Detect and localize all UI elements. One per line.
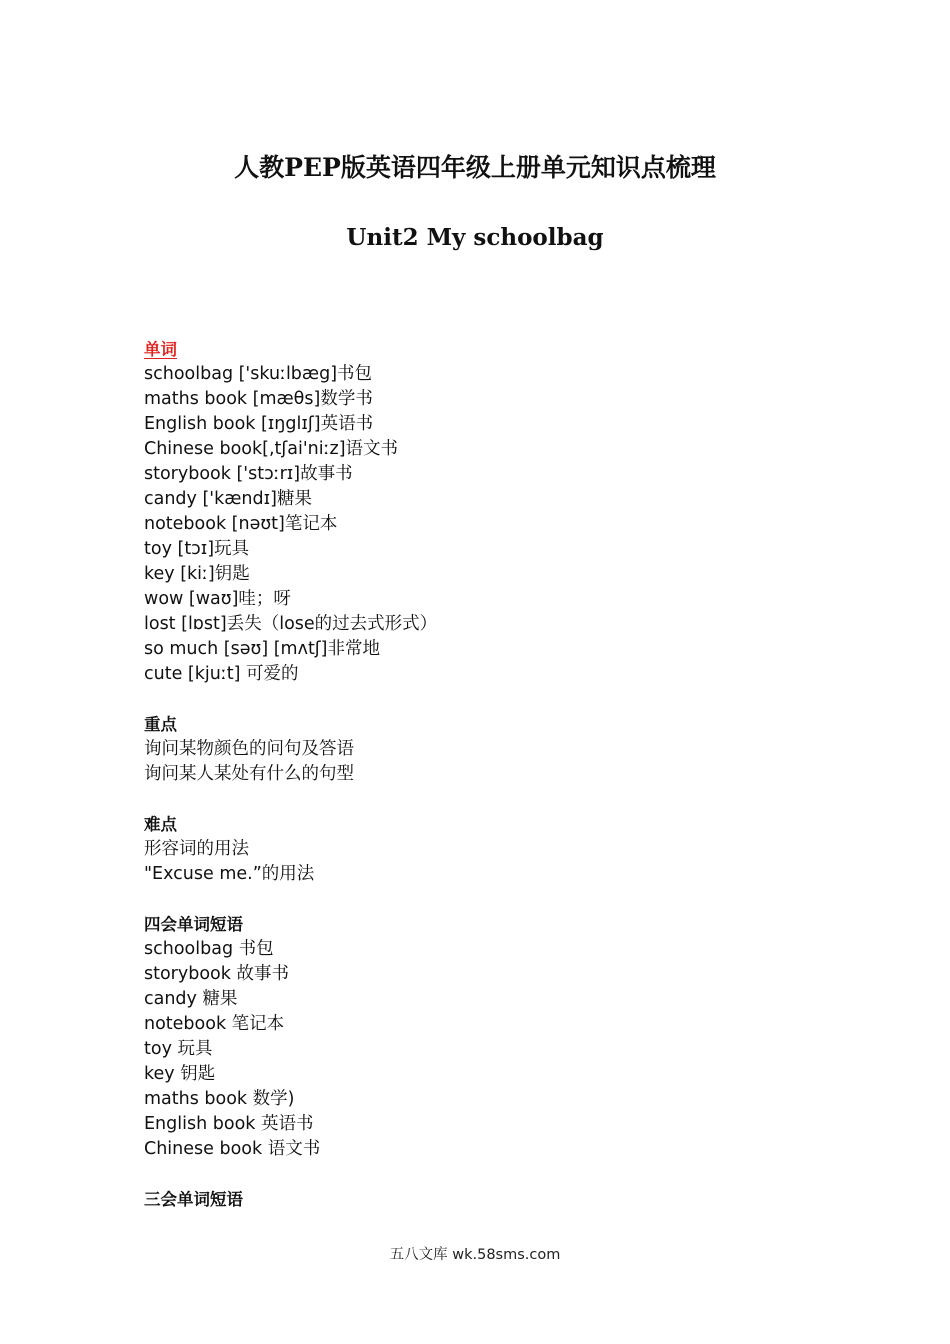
four-skill-item: English book 英语书	[144, 1114, 314, 1134]
key-points-list	[144, 737, 844, 787]
key-points-heading: 重点	[144, 715, 177, 734]
three-skill-heading: 三会单词短语	[144, 1190, 243, 1209]
vocab-item: cute [kjuːt] 可爱的	[144, 664, 299, 684]
difficulty-item: "Excuse me.”的用法	[144, 864, 315, 884]
four-skill-item: candy 糖果	[144, 989, 238, 1009]
footer-watermark: 五八文库 wk.58sms.com	[389, 1247, 561, 1263]
vocab-item: so much [səʊ] [mʌtʃ]非常地	[144, 639, 381, 659]
vocab-item: English book [ɪŋglɪʃ]英语书	[144, 414, 374, 434]
four-skill-item: Chinese book 语文书	[144, 1139, 321, 1159]
vocab-item: notebook [nəʊt]笔记本	[144, 514, 338, 534]
section-spacer	[144, 887, 844, 912]
vocab-item: schoolbag ['skuːlbæg]书包	[144, 364, 373, 384]
vocab-heading: 单词	[144, 340, 177, 359]
vocab-item: lost [lɒst]丢失（lose的过去式形式）	[144, 614, 438, 634]
four-skill-item: notebook 笔记本	[144, 1014, 285, 1034]
vocab-list	[144, 362, 844, 687]
key-point-item: 询问某物颜色的问句及答语	[144, 739, 354, 759]
four-skill-item: storybook 故事书	[144, 964, 289, 984]
key-point-item: 询问某人某处有什么的句型	[144, 764, 354, 784]
four-skill-item: maths book 数学)	[144, 1089, 295, 1109]
vocab-item: candy ['kændɪ]糖果	[144, 489, 312, 509]
four-skill-item: schoolbag 书包	[144, 939, 274, 959]
vocab-item: storybook ['stɔːrɪ]故事书	[144, 464, 353, 484]
page-title: 人教PEP版英语四年级上册单元知识点梳理	[234, 153, 716, 182]
difficulty-item: 形容词的用法	[144, 839, 249, 859]
section-spacer	[144, 787, 844, 812]
four-skill-item: key 钥匙	[144, 1064, 216, 1084]
vocab-item: toy [tɔɪ]玩具	[144, 539, 250, 559]
document-body	[144, 337, 844, 1212]
vocab-item: Chinese book[,tʃai'niːz]语文书	[144, 439, 399, 459]
vocab-item: wow [waʊ]哇；呀	[144, 589, 291, 609]
difficulties-list	[144, 837, 844, 887]
four-skill-item: toy 玩具	[144, 1039, 213, 1059]
unit-title: Unit2 My schoolbag	[346, 224, 604, 251]
four-skill-heading: 四会单词短语	[144, 915, 243, 934]
vocab-item: key [kiː]钥匙	[144, 564, 250, 584]
four-skill-list	[144, 937, 844, 1162]
difficulties-heading: 难点	[144, 815, 177, 834]
section-spacer	[144, 687, 844, 712]
vocab-item: maths book [mæθs]数学书	[144, 389, 373, 409]
section-spacer	[144, 1162, 844, 1187]
